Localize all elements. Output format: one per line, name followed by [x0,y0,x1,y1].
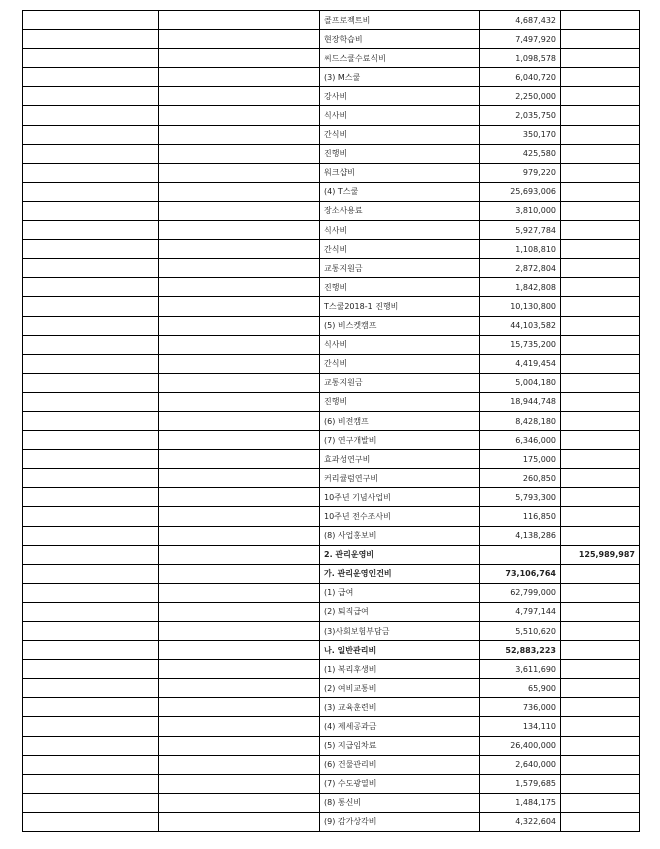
item-label-cell: (1) 급여 [320,583,480,602]
category-cell [23,564,159,583]
amount-cell: 5,510,620 [480,622,561,641]
item-label-cell: 진행비 [320,144,480,163]
amount-cell: 52,883,223 [480,641,561,660]
subcategory-cell [159,87,320,106]
table-row [23,335,640,354]
table-row [23,297,640,316]
table-row [23,507,640,526]
table-row [23,450,640,469]
subcategory-cell [159,316,320,335]
table-row [23,125,640,144]
table-row [23,278,640,297]
total-cell [561,641,640,660]
category-cell [23,68,159,87]
total-cell [561,507,640,526]
subcategory-cell [159,297,320,316]
item-label-cell: 진행비 [320,392,480,411]
category-cell [23,11,159,30]
table-row [23,431,640,450]
amount-cell: 73,106,764 [480,564,561,583]
amount-cell: 736,000 [480,698,561,717]
amount-cell: 1,098,578 [480,49,561,68]
subcategory-cell [159,641,320,660]
category-cell [23,698,159,717]
subcategory-cell [159,259,320,278]
table-row [23,163,640,182]
table-row [23,717,640,736]
table-row [23,469,640,488]
item-label-cell: 커리큘럼연구비 [320,469,480,488]
category-cell [23,679,159,698]
item-label-cell: 10주년 기념사업비 [320,488,480,507]
category-cell [23,278,159,297]
category-cell [23,221,159,240]
category-cell [23,641,159,660]
total-cell [561,392,640,411]
subcategory-cell [159,144,320,163]
table-row [23,641,640,660]
subcategory-cell [159,450,320,469]
category-cell [23,431,159,450]
total-cell [561,774,640,793]
table-row [23,49,640,68]
subcategory-cell [159,125,320,144]
table-row [23,87,640,106]
subcategory-cell [159,278,320,297]
total-cell [561,526,640,545]
amount-cell: 4,419,454 [480,354,561,373]
item-label-cell: 씨드스쿨수료식비 [320,49,480,68]
budget-table [22,10,640,832]
total-cell [561,679,640,698]
table-row [23,660,640,679]
total-cell [561,335,640,354]
total-cell [561,354,640,373]
total-cell [561,163,640,182]
table-row [23,583,640,602]
category-cell [23,545,159,564]
amount-cell: 1,842,808 [480,278,561,297]
total-cell [561,11,640,30]
table-row [23,68,640,87]
amount-cell: 116,850 [480,507,561,526]
subcategory-cell [159,431,320,450]
amount-cell: 1,484,175 [480,793,561,812]
amount-cell: 7,497,920 [480,30,561,49]
item-label-cell: 나. 일반관리비 [320,641,480,660]
table-row [23,679,640,698]
table-row [23,182,640,201]
total-cell [561,68,640,87]
category-cell [23,182,159,201]
amount-cell: 25,693,006 [480,182,561,201]
table-row [23,30,640,49]
amount-cell [480,545,561,564]
item-label-cell: (4) T스쿨 [320,182,480,201]
amount-cell: 26,400,000 [480,736,561,755]
total-cell [561,259,640,278]
subcategory-cell [159,660,320,679]
amount-cell: 44,103,582 [480,316,561,335]
amount-cell: 4,322,604 [480,812,561,831]
category-cell [23,812,159,831]
category-cell [23,163,159,182]
category-cell [23,602,159,621]
total-cell [561,221,640,240]
total-cell: 125,989,987 [561,545,640,564]
total-cell [561,278,640,297]
table-row [23,316,640,335]
subcategory-cell [159,49,320,68]
table-row [23,411,640,430]
item-label-cell: 간식비 [320,354,480,373]
amount-cell: 5,004,180 [480,373,561,392]
item-label-cell: 10주년 전수조사비 [320,507,480,526]
category-cell [23,392,159,411]
item-label-cell: 식사비 [320,106,480,125]
amount-cell: 2,640,000 [480,755,561,774]
item-label-cell: (2) 퇴직급여 [320,602,480,621]
category-cell [23,774,159,793]
item-label-cell: (7) 수도광열비 [320,774,480,793]
subcategory-cell [159,564,320,583]
item-label-cell: 교통지원금 [320,259,480,278]
item-label-cell: (1) 복리후생비 [320,660,480,679]
total-cell [561,564,640,583]
total-cell [561,431,640,450]
total-cell [561,240,640,259]
item-label-cell: (8) 사업홍보비 [320,526,480,545]
table-row [23,812,640,831]
amount-cell: 3,810,000 [480,201,561,220]
amount-cell: 4,797,144 [480,602,561,621]
subcategory-cell [159,679,320,698]
amount-cell: 3,611,690 [480,660,561,679]
category-cell [23,469,159,488]
item-label-cell: 효과성연구비 [320,450,480,469]
table-row [23,698,640,717]
total-cell [561,316,640,335]
amount-cell: 4,138,286 [480,526,561,545]
amount-cell: 18,944,748 [480,392,561,411]
amount-cell: 175,000 [480,450,561,469]
table-row [23,373,640,392]
subcategory-cell [159,68,320,87]
table-row [23,793,640,812]
category-cell [23,373,159,392]
subcategory-cell [159,182,320,201]
item-label-cell: 워크샵비 [320,163,480,182]
total-cell [561,660,640,679]
item-label-cell: 가. 관리운영인건비 [320,564,480,583]
item-label-cell: (7) 연구개발비 [320,431,480,450]
category-cell [23,450,159,469]
total-cell [561,297,640,316]
table-row [23,11,640,30]
category-cell [23,106,159,125]
subcategory-cell [159,602,320,621]
item-label-cell: (5) 지급임차료 [320,736,480,755]
table-row [23,240,640,259]
amount-cell: 350,170 [480,125,561,144]
total-cell [561,622,640,641]
table-row [23,488,640,507]
table-row [23,602,640,621]
total-cell [561,602,640,621]
table-row [23,259,640,278]
table-row [23,144,640,163]
item-label-cell: 식사비 [320,335,480,354]
category-cell [23,354,159,373]
category-cell [23,335,159,354]
total-cell [561,736,640,755]
total-cell [561,469,640,488]
item-label-cell: (6) 비전캠프 [320,411,480,430]
subcategory-cell [159,736,320,755]
table-row [23,622,640,641]
category-cell [23,259,159,278]
item-label-cell: (2) 여비교통비 [320,679,480,698]
total-cell [561,144,640,163]
amount-cell: 6,346,000 [480,431,561,450]
item-label-cell: 콜프로젝트비 [320,11,480,30]
subcategory-cell [159,469,320,488]
amount-cell: 1,579,685 [480,774,561,793]
category-cell [23,660,159,679]
item-label-cell: (3) 교육훈련비 [320,698,480,717]
amount-cell: 2,250,000 [480,87,561,106]
amount-cell: 15,735,200 [480,335,561,354]
amount-cell: 8,428,180 [480,411,561,430]
total-cell [561,698,640,717]
subcategory-cell [159,812,320,831]
category-cell [23,240,159,259]
subcategory-cell [159,201,320,220]
amount-cell: 4,687,432 [480,11,561,30]
subcategory-cell [159,622,320,641]
total-cell [561,125,640,144]
total-cell [561,373,640,392]
amount-cell: 65,900 [480,679,561,698]
item-label-cell: 강사비 [320,87,480,106]
category-cell [23,755,159,774]
item-label-cell: (3) M스쿨 [320,68,480,87]
category-cell [23,297,159,316]
item-label-cell: 진행비 [320,278,480,297]
subcategory-cell [159,221,320,240]
category-cell [23,736,159,755]
total-cell [561,717,640,736]
amount-cell: 2,035,750 [480,106,561,125]
category-cell [23,622,159,641]
category-cell [23,30,159,49]
subcategory-cell [159,583,320,602]
subcategory-cell [159,698,320,717]
category-cell [23,125,159,144]
category-cell [23,144,159,163]
subcategory-cell [159,774,320,793]
subcategory-cell [159,545,320,564]
amount-cell: 6,040,720 [480,68,561,87]
category-cell [23,717,159,736]
category-cell [23,49,159,68]
item-label-cell: 간식비 [320,125,480,144]
total-cell [561,106,640,125]
category-cell [23,793,159,812]
table-row [23,774,640,793]
item-label-cell: (4) 제세공과금 [320,717,480,736]
category-cell [23,507,159,526]
table-row [23,545,640,564]
subcategory-cell [159,106,320,125]
subcategory-cell [159,411,320,430]
subcategory-cell [159,335,320,354]
table-row [23,736,640,755]
subcategory-cell [159,793,320,812]
item-label-cell: T스쿨2018-1 진행비 [320,297,480,316]
category-cell [23,488,159,507]
item-label-cell: (9) 감가상각비 [320,812,480,831]
category-cell [23,526,159,545]
total-cell [561,87,640,106]
total-cell [561,182,640,201]
amount-cell: 5,793,300 [480,488,561,507]
table-row [23,392,640,411]
subcategory-cell [159,526,320,545]
total-cell [561,488,640,507]
item-label-cell: (6) 건물관리비 [320,755,480,774]
item-label-cell: (3)사회보험부담금 [320,622,480,641]
subcategory-cell [159,392,320,411]
total-cell [561,583,640,602]
amount-cell: 10,130,800 [480,297,561,316]
item-label-cell: 교통지원금 [320,373,480,392]
total-cell [561,49,640,68]
total-cell [561,201,640,220]
budget-table-body [23,11,640,832]
amount-cell: 62,799,000 [480,583,561,602]
amount-cell: 425,580 [480,144,561,163]
item-label-cell: 2. 관리운영비 [320,545,480,564]
category-cell [23,87,159,106]
subcategory-cell [159,488,320,507]
item-label-cell: 식사비 [320,221,480,240]
total-cell [561,30,640,49]
category-cell [23,201,159,220]
subcategory-cell [159,354,320,373]
table-row [23,106,640,125]
total-cell [561,411,640,430]
total-cell [561,450,640,469]
item-label-cell: 장소사용료 [320,201,480,220]
item-label-cell: (5) 비스켓캠프 [320,316,480,335]
amount-cell: 1,108,810 [480,240,561,259]
subcategory-cell [159,373,320,392]
category-cell [23,583,159,602]
item-label-cell: 현장학습비 [320,30,480,49]
amount-cell: 2,872,804 [480,259,561,278]
amount-cell: 5,927,784 [480,221,561,240]
subcategory-cell [159,240,320,259]
subcategory-cell [159,30,320,49]
total-cell [561,812,640,831]
total-cell [561,793,640,812]
total-cell [561,755,640,774]
amount-cell: 260,850 [480,469,561,488]
amount-cell: 979,220 [480,163,561,182]
amount-cell: 134,110 [480,717,561,736]
category-cell [23,316,159,335]
subcategory-cell [159,507,320,526]
subcategory-cell [159,163,320,182]
item-label-cell: 간식비 [320,240,480,259]
subcategory-cell [159,11,320,30]
table-row [23,564,640,583]
subcategory-cell [159,717,320,736]
subcategory-cell [159,755,320,774]
table-row [23,526,640,545]
table-row [23,354,640,373]
item-label-cell: (8) 통신비 [320,793,480,812]
table-row [23,755,640,774]
category-cell [23,411,159,430]
table-row [23,201,640,220]
table-row [23,221,640,240]
